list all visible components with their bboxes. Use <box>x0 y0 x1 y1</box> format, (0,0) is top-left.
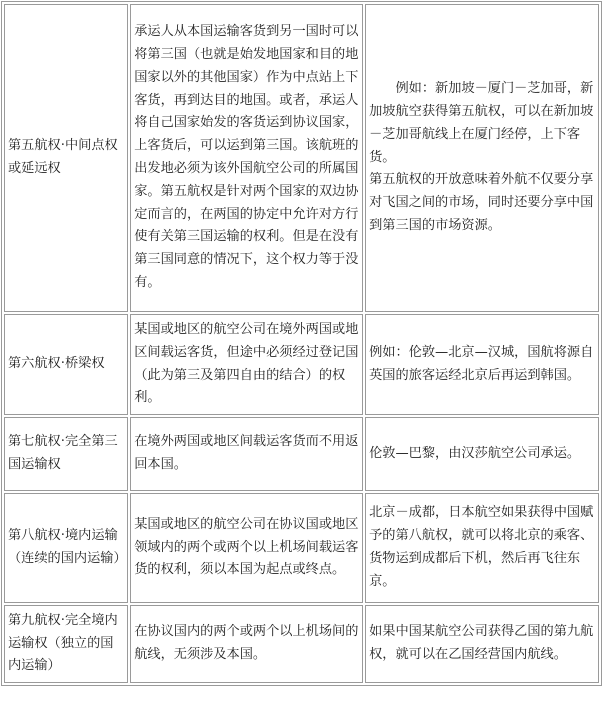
table-row <box>4 314 599 415</box>
table-row <box>4 417 599 491</box>
example-cell: 如果中国某航空公司获得乙国的第九航权，就可以在乙国经营国内航线。 <box>365 605 599 683</box>
table-row <box>4 493 599 603</box>
right-name-cell: 第五航权·中间点权或延远权 <box>4 4 128 312</box>
example-cell: 北京－成都，日本航空如果获得中国赋予的第八航权，就可以将北京的乘客、货物运到成都后下机，然后再飞往东京。 <box>365 493 599 603</box>
air-rights-table <box>1 1 602 686</box>
example-note: 第五航权的开放意味着外航不仅要分享对飞国之间的市场，同时还要分享中国到第三国的市场资源。 <box>369 172 594 233</box>
right-name-cell: 第八航权·境内运输（连续的国内运输） <box>4 493 128 603</box>
definition-cell: 在协议国内的两个或两个以上机场间的航线，无须涉及本国。 <box>130 605 363 683</box>
example-cell: 伦敦—巴黎，由汉莎航空公司承运。 <box>365 417 599 491</box>
right-name-cell: 第六航权·桥梁权 <box>4 314 128 415</box>
definition-cell: 承运人从本国运输客货到另一国时可以将第三国（也就是始发地国家和目的地国家以外的其他国家）作为中点站上下客货，再到达目的地国。或者，承运人将自己国家始发的客货运到协议国家，上客货后，可以运到第三国。该航班的出发地必须为该外国航空公司的所属国家。第五航权是针对两个国家的双边协定而言的，在两国的协定中允许对方行使有关第三国运输的权利。但是在没有第三国同意的情况下，这个权力等于没有。 <box>130 4 363 312</box>
right-name-cell: 第九航权·完全境内运输权（独立的国内运输） <box>4 605 128 683</box>
example-cell: 例如：伦敦—北京—汉城，国航将源自英国的旅客运经北京后再运到韩国。 <box>365 314 599 415</box>
definition-cell: 某国或地区的航空公司在境外两国或地区间载运客货，但途中必须经过登记国（此为第三及第四自由的结合）的权利。 <box>130 314 363 415</box>
right-name-cell: 第七航权·完全第三国运输权 <box>4 417 128 491</box>
table-row <box>4 605 599 683</box>
definition-cell: 某国或地区的航空公司在协议国或地区领域内的两个或两个以上机场间载运客货的权利，须以本国为起点或终点。 <box>130 493 363 603</box>
definition-cell: 在境外两国或地区间载运客货而不用返回本国。 <box>130 417 363 491</box>
example-text: 例如：新加坡－厦门－芝加哥，新加坡航空获得第五航权，可以在新加坡－芝加哥航线上在厦门经停，上下客货。 <box>369 81 594 165</box>
example-cell <box>365 4 599 312</box>
table-row <box>4 4 599 312</box>
